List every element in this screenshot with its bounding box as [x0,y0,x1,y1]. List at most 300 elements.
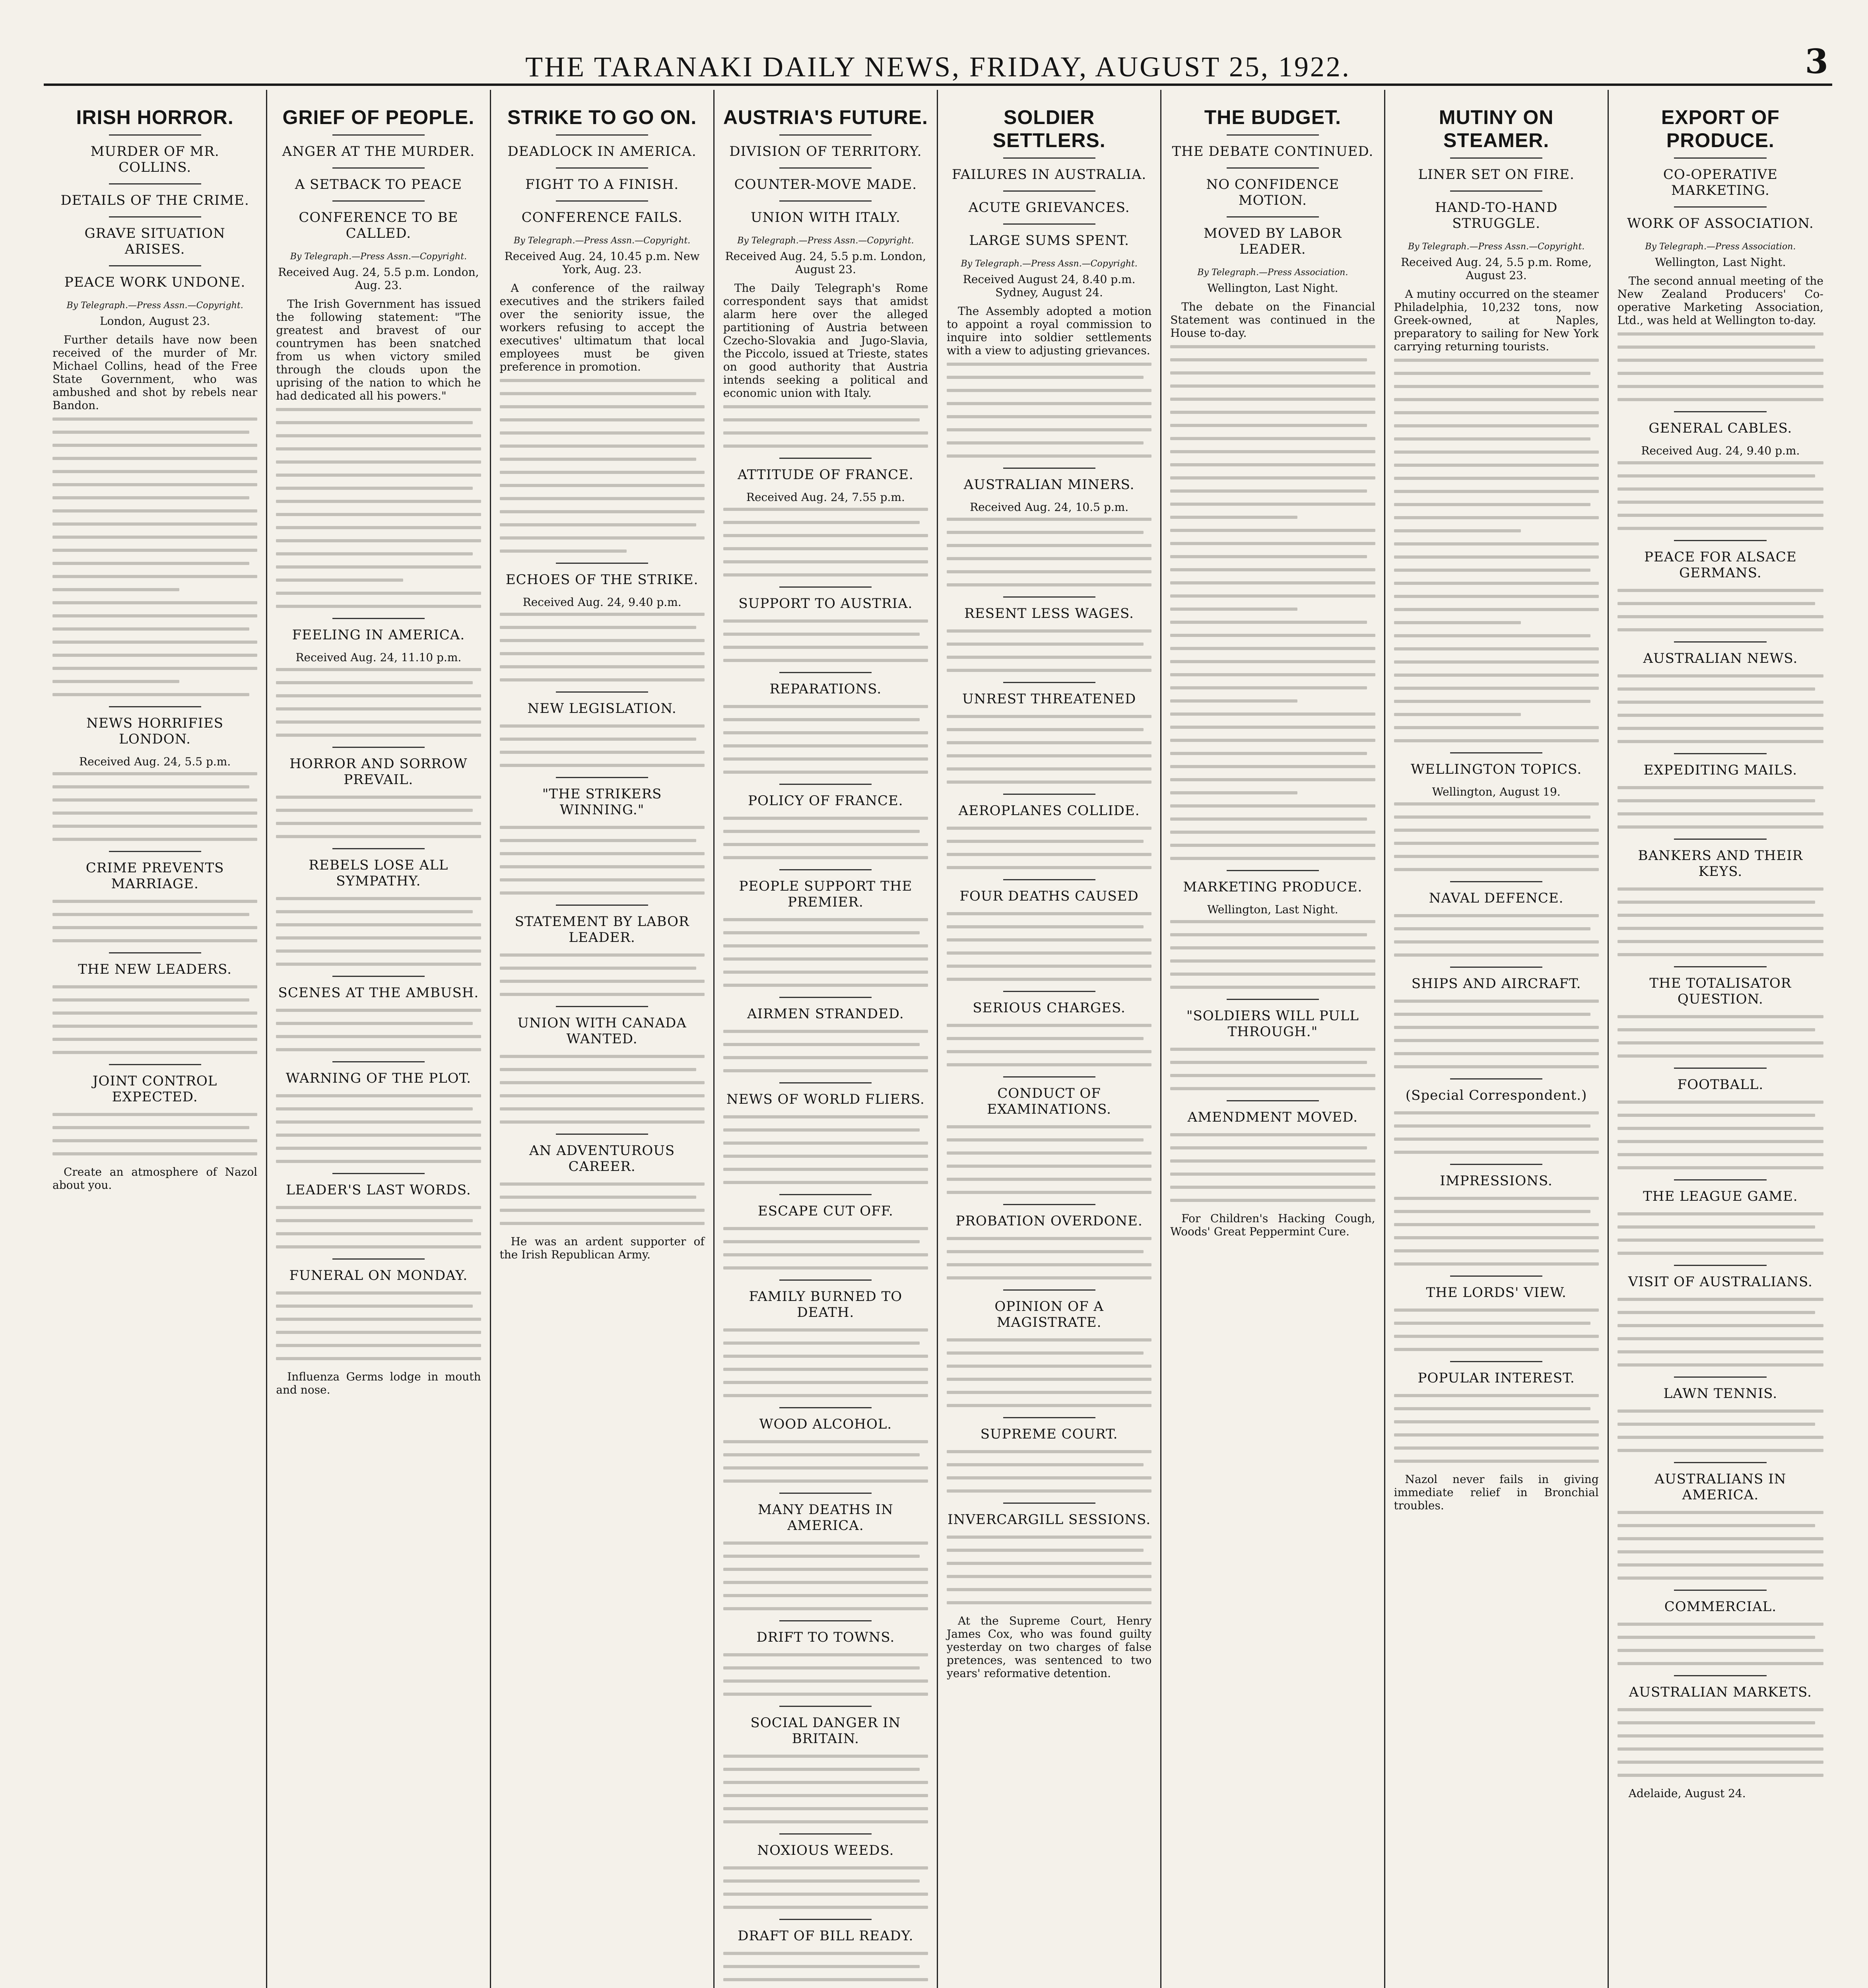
divider-rule [109,851,201,852]
text-line [500,1107,705,1110]
text-line [1394,927,1591,930]
divider-rule [1227,870,1319,871]
body-text-block [1618,1298,1823,1367]
text-line [276,1160,481,1163]
text-line [1394,1151,1599,1154]
text-line [500,484,705,487]
text-line [947,754,1151,757]
text-line [1618,487,1823,491]
text-line [500,724,705,728]
text-line [947,840,1144,843]
section-heading: REBELS LOSE ALL SYMPATHY. [309,857,449,889]
text-line [1394,1446,1599,1450]
text-line [1394,1013,1591,1016]
text-line [500,826,705,829]
divider-rule [779,586,872,588]
section-heading: AUSTRALIAN NEWS. [1643,650,1798,667]
text-line [1394,868,1599,871]
article-column [1161,90,1385,1988]
section-heading: REPARATIONS. [769,681,882,697]
body-text-block [500,826,705,895]
article-column [44,90,267,1988]
body-text-block [276,1291,481,1360]
divider-rule [1450,881,1542,882]
text-line [276,835,481,838]
divider-rule [1674,753,1767,754]
text-line [1170,699,1297,703]
text-line [1618,1212,1823,1215]
divider-rule [779,1493,872,1494]
divider-rule [332,848,425,849]
text-line [1618,1449,1823,1452]
article-subhead: WORK OF ASSOCIATION. [1627,215,1814,231]
text-line [1394,713,1521,716]
text-line [1394,569,1591,572]
text-line [723,1755,928,1758]
section-heading: FOOTBALL. [1677,1077,1764,1093]
text-line [1170,411,1375,414]
text-line [1618,1298,1823,1301]
body-text-block [947,827,1151,869]
body-text-block [1618,1015,1823,1058]
text-line [276,1107,473,1110]
text-line [723,1142,928,1145]
text-line [1394,1420,1599,1423]
text-line [500,523,697,526]
divider-rule [1674,540,1767,541]
body-text-block [723,1541,928,1610]
text-line [947,389,1151,392]
section-heading: DRAFT OF BILL READY. [738,1928,914,1944]
text-line [500,1209,705,1212]
text-line [276,579,403,582]
text-line [1618,1028,1816,1031]
text-line [1170,946,1375,949]
text-line [1618,1054,1823,1058]
section-dateline: Received Aug. 24, 5.5 p.m. [79,755,231,769]
text-line [1618,914,1823,917]
text-line [52,985,257,988]
divider-rule [1674,411,1767,412]
text-line [500,536,705,540]
text-line [1618,786,1823,789]
text-line [500,510,705,513]
text-line [723,771,928,774]
dateline: Received Aug. 24, 5.5 p.m. Rome, August 23. [1401,256,1592,282]
text-line [276,447,481,450]
divider-rule [1674,1265,1767,1266]
text-line [1394,1249,1599,1252]
body-text-block [1394,1394,1599,1463]
text-line [723,1394,928,1397]
body-text-block [1618,1409,1823,1452]
text-line [947,1237,1151,1240]
text-line [947,1378,1151,1381]
text-line [723,521,920,524]
text-line [947,531,1144,534]
text-line [947,376,1144,379]
text-line [723,705,928,708]
text-line [723,757,928,761]
section-dateline: Wellington, August 19. [1432,785,1561,799]
body-text-block [1394,802,1599,871]
text-line [52,798,257,802]
body-text-block [500,1182,705,1225]
text-line [1170,712,1375,716]
text-line [723,718,920,721]
article-closing: For Children's Hacking Cough, Woods' Great Peppermint Cure. [1170,1212,1375,1239]
divider-rule [1450,1276,1542,1277]
article-column [938,90,1161,1988]
article-lead: The Assembly adopted a motion to appoint a royal commission to inquire into soldier settlements with a view to adjusting grievances. [947,305,1152,357]
text-line [276,605,481,608]
divider-rule [109,134,201,136]
text-line [723,1342,920,1345]
text-line [1394,1039,1599,1042]
body-text-block [52,985,257,1054]
article-lead: The debate on the Financial Statement was continued in the House to-day. [1170,300,1375,340]
text-line [1394,621,1521,624]
text-line [1618,674,1823,678]
section-heading: DRIFT TO TOWNS. [756,1629,895,1646]
text-line [1394,424,1599,427]
text-line [500,751,705,754]
text-line [1394,855,1599,858]
section-heading: AMENDMENT MOVED. [1187,1109,1358,1126]
section-heading: STATEMENT BY LABOR LEADER. [515,914,689,946]
body-text-block [723,1115,928,1184]
text-line [1618,1761,1823,1764]
text-line [723,1368,928,1371]
byline: By Telegraph.—Press Association. [1645,242,1796,252]
text-line [276,1305,473,1308]
section-heading: GENERAL CABLES. [1649,420,1792,437]
section-heading: LEADER'S LAST WORDS. [286,1182,471,1198]
divider-rule [1003,1503,1095,1504]
text-line [723,1227,928,1230]
divider-rule [1003,468,1095,469]
section-heading: JOINT CONTROL EXPECTED. [92,1073,217,1105]
text-line [1394,1223,1599,1226]
text-line [723,1355,928,1358]
text-line [947,1178,1151,1181]
text-line [276,1331,481,1334]
byline: By Telegraph.—Press Assn.—Copyright. [1408,242,1585,252]
text-line [1618,1409,1823,1413]
text-line [276,474,481,477]
text-line [723,1555,920,1558]
article-lead: Further details have now been received of the murder of Mr. Michael Collins, head of the Free State Government, who was ambushed and shot by rebels near Bandon. [52,333,258,412]
text-line [276,539,481,542]
text-line [500,639,705,642]
text-line [723,1679,928,1683]
text-line [723,1043,920,1046]
dateline: Wellington, Last Night. [1655,256,1786,269]
divider-rule [779,134,872,136]
text-line [723,931,920,934]
text-line [500,1055,705,1058]
text-line [947,1463,1144,1466]
text-line [1618,346,1816,349]
text-line [1394,829,1599,832]
text-line [1618,1423,1816,1426]
text-line [500,878,705,881]
text-line [723,1794,928,1797]
text-line [1618,1662,1823,1665]
text-line [1618,1550,1823,1553]
text-line [1170,568,1375,571]
divider-rule [109,1064,201,1065]
text-line [276,707,481,711]
divider-rule [1003,1076,1095,1077]
text-line [1170,765,1375,768]
section-heading: PEACE FOR ALSACE GERMANS. [1644,549,1797,581]
text-line [723,1056,928,1059]
divider-rule [556,563,648,564]
text-line [723,1181,928,1184]
body-text-block [723,1328,928,1397]
text-line [276,487,473,490]
divider-rule [332,200,425,202]
body-text-block [947,1536,1151,1604]
text-line [947,1037,1144,1040]
dateline: Received August 24, 8.40 p.m. Sydney, August 24. [963,273,1136,299]
text-line [947,1338,1151,1342]
text-line [500,1094,705,1097]
text-line [500,993,705,996]
text-line [1170,463,1375,466]
divider-rule [1003,223,1095,225]
text-line [276,513,481,516]
text-line [1618,812,1823,815]
divider-rule [779,1919,872,1920]
divider-rule [1674,1462,1767,1463]
text-line [500,431,705,435]
text-line [500,764,705,767]
text-line [1618,927,1823,930]
text-line [52,457,257,460]
text-line [947,1404,1151,1407]
text-line [723,418,920,421]
section-heading: INVERCARGILL SESSIONS. [948,1512,1151,1528]
text-line [276,822,481,825]
section-heading: "THE STRIKERS WINNING." [542,786,662,818]
article-column [715,90,938,1988]
divider-rule [556,905,648,906]
text-line [276,1120,481,1124]
text-line [947,415,1151,418]
text-line [1394,450,1599,454]
text-line [947,1063,1151,1066]
text-line [947,656,1151,659]
text-line [1394,437,1591,441]
text-line [276,421,473,424]
text-line [1170,476,1375,480]
text-line [947,454,1151,458]
text-line [52,575,257,578]
divider-rule [1674,641,1767,643]
text-line [947,570,1151,573]
text-line [1170,542,1375,545]
text-line [1394,359,1599,362]
text-line [723,633,920,636]
text-line [500,852,705,855]
text-line [723,971,928,974]
section-heading: LAWN TENNIS. [1663,1386,1778,1402]
section-heading: IMPRESSIONS. [1440,1173,1553,1189]
text-line [1618,727,1823,730]
text-line [947,441,1144,445]
text-line [52,444,257,447]
text-line [1170,920,1375,923]
text-line [1170,647,1375,650]
section-heading: SHIPS AND AIRCRAFT. [1411,976,1581,992]
text-line [276,1147,481,1150]
text-line [1394,464,1599,467]
text-line [276,910,473,913]
article-lead: A mutiny occurred on the steamer Philadelphia, 10,232 tons, now Greek-owned, at Naples, preparatory to sailing for New York carrying returning tourists. [1394,287,1599,353]
text-line [276,408,481,411]
text-line [1394,1433,1599,1437]
text-line [947,1450,1151,1453]
section-heading: ECHOES OF THE STRIKE. [505,572,699,588]
section-heading: MARKETING PRODUCE. [1183,879,1363,895]
body-text-block [723,817,928,859]
divider-rule [1003,1204,1095,1205]
text-line [1170,634,1375,637]
divider-rule [779,167,872,169]
text-line [52,483,257,486]
text-line [723,1128,920,1132]
text-line [1618,615,1823,618]
text-line [1618,714,1823,717]
text-line [723,1693,928,1696]
text-line [500,678,705,681]
text-line [1618,514,1823,517]
text-line [1618,1114,1816,1117]
text-line [723,1893,928,1896]
text-line [947,1250,1144,1253]
text-line [276,1291,481,1295]
text-line [1170,384,1375,388]
text-line [947,978,1151,981]
text-line [947,1536,1151,1539]
text-line [1170,726,1375,729]
divider-rule [556,167,648,169]
article-subhead: FIGHT TO A FINISH. [525,177,679,192]
text-line [52,913,249,916]
text-line [276,897,481,900]
text-line [52,693,249,696]
article-subhead: HAND-TO-HAND STRUGGLE. [1435,200,1558,231]
text-line [276,1219,473,1222]
text-line [1170,673,1375,676]
text-line [947,1191,1151,1194]
text-line [1170,844,1375,847]
text-line [723,1781,928,1784]
text-line [1170,608,1297,611]
text-line [723,1666,920,1670]
article-column [1609,90,1832,1988]
text-line [1170,594,1375,598]
body-text-block [500,613,705,681]
text-line [276,1357,481,1360]
text-line [947,1601,1151,1604]
text-line [947,853,1151,856]
text-line [52,926,257,929]
text-line [1618,1350,1823,1353]
section-heading: EXPEDITING MAILS. [1643,762,1798,779]
text-line [1394,687,1599,690]
text-line [500,1120,705,1124]
text-line [723,1240,920,1243]
text-line [1618,1774,1823,1777]
divider-rule [332,1258,425,1260]
text-line [52,417,257,421]
section-heading: WELLINGTON TOPICS. [1411,761,1582,778]
text-line [1394,1236,1599,1239]
section-heading: SERIOUS CHARGES. [973,1000,1126,1016]
section-heading: PEOPLE SUPPORT THE PREMIER. [739,878,913,911]
body-text-block [947,715,1151,784]
text-line [500,1182,705,1186]
text-line [723,547,928,550]
text-line [276,694,481,697]
body-text-block [723,619,928,662]
body-text-block [723,918,928,987]
text-line [723,744,928,747]
divider-rule [1450,1078,1542,1079]
text-line [723,534,928,537]
text-line [276,668,481,671]
text-line [723,573,928,577]
text-line [1170,959,1375,963]
text-line [1394,385,1599,388]
body-text-block [1170,345,1375,860]
byline: By Telegraph.—Press Assn.—Copyright. [290,252,467,262]
text-line [947,925,1144,928]
section-heading: NAVAL DEFENCE. [1429,890,1564,907]
text-line [947,866,1151,869]
text-line [1170,1159,1375,1163]
divider-rule [556,200,648,202]
divider-rule [109,265,201,266]
divider-rule [1674,839,1767,840]
divider-rule [109,183,201,184]
section-dateline: Received Aug. 24, 10.5 p.m. [970,501,1129,514]
text-line [1170,986,1375,989]
text-line [52,1139,257,1142]
text-line [276,1344,481,1347]
text-line [276,1022,473,1025]
text-line [52,772,257,775]
text-line [1170,831,1375,834]
text-line [723,1581,928,1584]
text-line [1394,674,1599,677]
divider-rule [779,1706,872,1707]
section-heading: POLICY OF FRANCE. [748,793,903,809]
text-line [947,728,1144,731]
text-line [1170,817,1367,821]
divider-rule [1003,190,1095,192]
text-line [947,643,1144,646]
section-heading: AUSTRALIAN MINERS. [963,477,1135,493]
text-line [500,405,705,408]
text-line [947,1050,1151,1053]
body-text-block [1170,1133,1375,1202]
text-line [947,715,1151,718]
text-line [947,767,1151,771]
